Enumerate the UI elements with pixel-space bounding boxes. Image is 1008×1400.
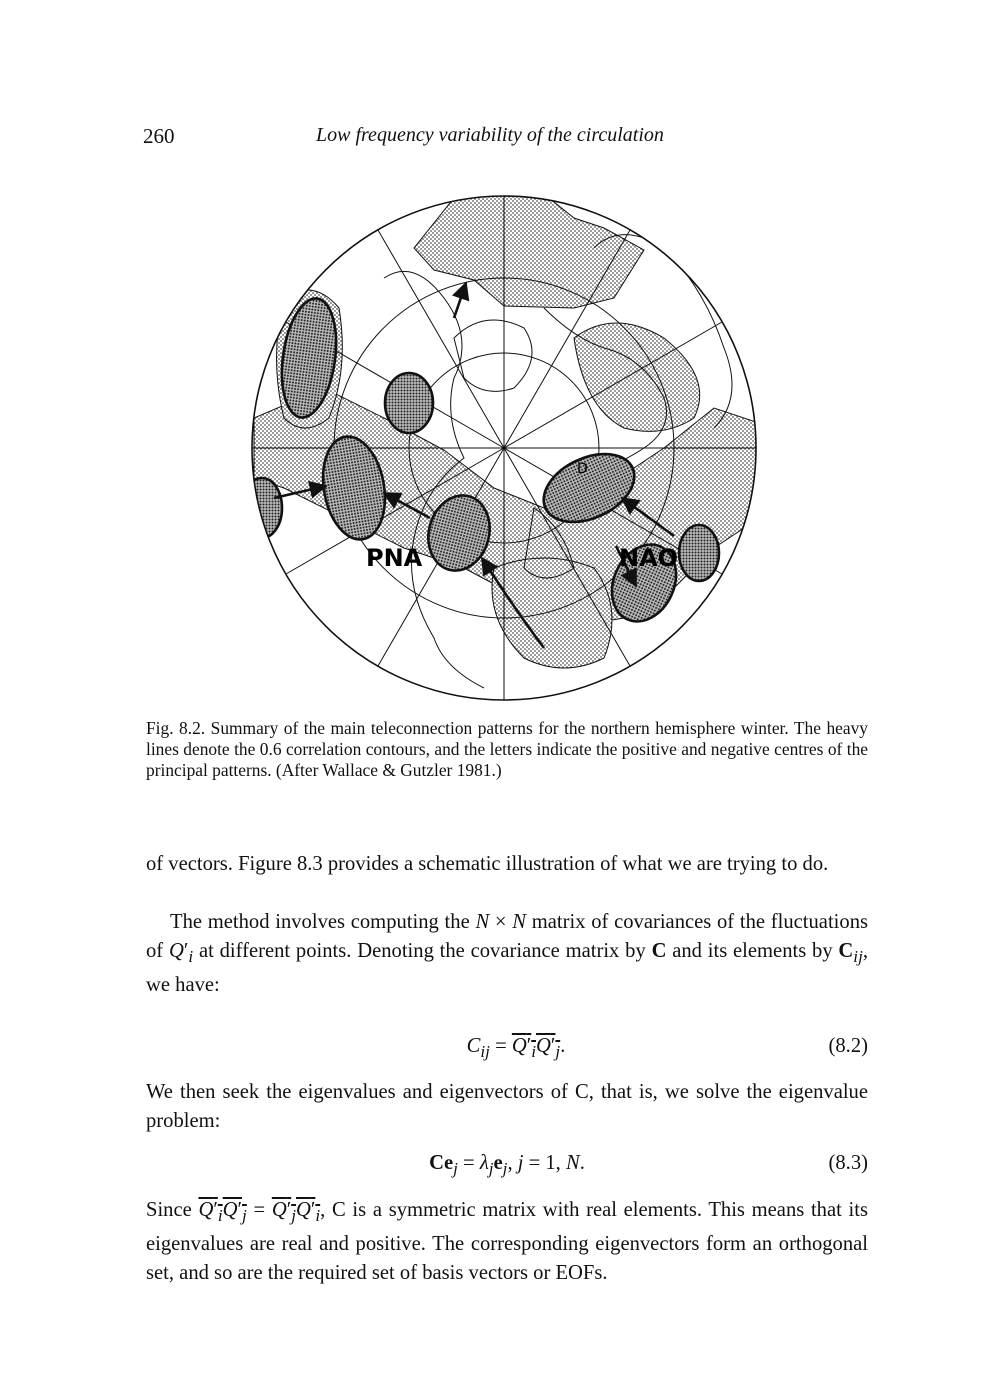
meridian-lines (252, 196, 756, 700)
paragraph-4-part-a: Since (146, 1199, 199, 1221)
paragraph-4-part-b: , C is a symmetric matrix with real elements. This means that its eigenvalues are real and positive. The corresponding eigenvectors form an orthogonal set, and so are the required set of basis vectors or EOFs. (146, 1199, 868, 1285)
teleconnection-map-figure (244, 188, 764, 708)
paragraph-2-part-b: matrix of covariances of the fluctuations of (146, 911, 868, 962)
polar-stereographic-map (244, 188, 764, 708)
page-number: 260 (143, 124, 175, 148)
equation-8-2-number: (8.2) (828, 1035, 868, 1057)
pna-label: PNA (366, 544, 423, 572)
paragraph-2-part-c: at different points. Denoting the covariance matrix by (193, 940, 652, 962)
paragraph-2-part-a: The method involves computing the (170, 911, 476, 933)
equation-8-2 (146, 1035, 868, 1065)
equation-8-3-number: (8.3) (828, 1152, 868, 1174)
figure-caption: Fig. 8.2. Summary of the main teleconnection patterns for the northern hemisphere winter. The heavy lines denote the 0.6 correlation contours, and the letters indicate the positive and negative centres of the principal patterns. (After Wallace & Gutzler 1981.) (146, 718, 868, 780)
equation-8-3 (146, 1152, 868, 1182)
paragraph-1: of vectors. Figure 8.3 provides a schematic illustration of what we are trying to do. (146, 853, 829, 875)
paragraph-4: Since $Q'_iQ'_j = Q'_jQ'_i$, C is a symmetric matrix with real elements. This means that its eigenvalues are real and positive. The corresponding eigenvectors form an orthogonal set, and so are the required set of basis vectors or EOFs. (146, 1199, 868, 1285)
paragraph-2-part-e: , we have: (146, 940, 868, 997)
running-title: Low frequency variability of the circulation (316, 124, 664, 146)
paragraph-2: The method involves computing the N × N matrix of covariances of the fluctuations of $Q'_i$ at different points. Denoting the covariance matrix by C and its elements by $C_{ij}$, we have: (146, 911, 868, 997)
paragraph-2-part-d: and its elements by (666, 940, 839, 962)
equation-8-3-expression: $Ce_j = \lambda_je_j$, j = 1, N. (429, 1152, 585, 1179)
equation-8-2-expression: $C_{ij} = Q'_iQ'_j$. (466, 1035, 566, 1062)
nao-label: NAO (619, 544, 679, 572)
d-label: D (577, 461, 588, 477)
paragraph-3: We then seek the eigenvalues and eigenvectors of C, that is, we solve the eigenvalue problem: (146, 1081, 868, 1132)
